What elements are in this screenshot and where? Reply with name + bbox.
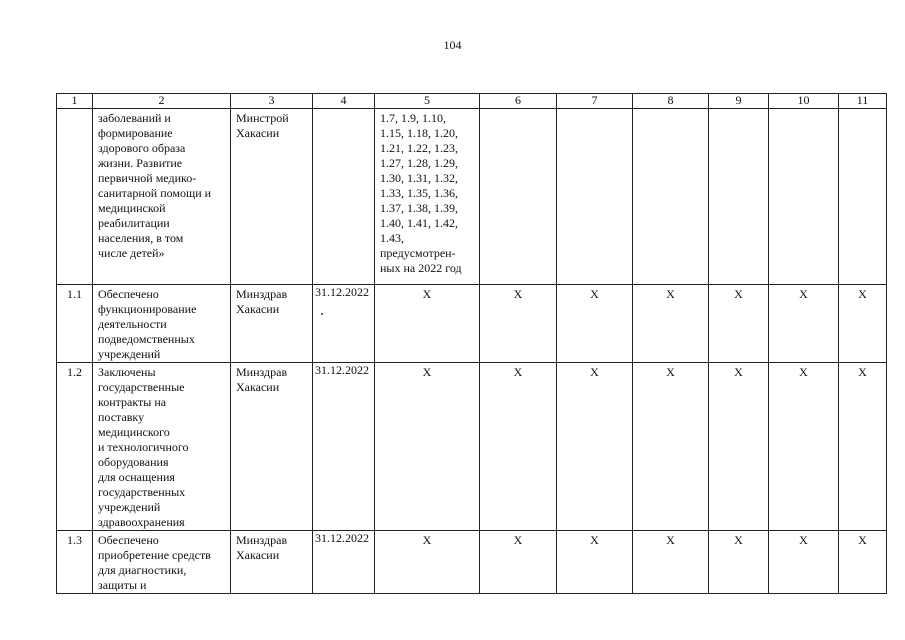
column-header: 11 [839,94,887,109]
column-header: 10 [769,94,839,109]
row-col11: X [839,363,887,531]
row-col7: X [557,363,633,531]
row-col5: X [375,363,480,531]
column-header: 6 [480,94,557,109]
column-header: 8 [633,94,709,109]
row-col6: X [480,363,557,531]
row-col8: X [633,363,709,531]
row-name: заболеваний и формирование здорового образа жизни. Развитие первичной медико- санитарной помощи и медицинской реабилитации населения, в том числе детей» [93,109,231,285]
column-header: 7 [557,94,633,109]
row-col8 [633,109,709,285]
row-col10: X [769,531,839,594]
row-col7: X [557,285,633,363]
plan-table [56,93,887,594]
column-header: 9 [709,94,769,109]
row-date: 31.12.2022 [313,363,375,531]
row-col8: X [633,531,709,594]
row-name: Обеспечено приобретение средств для диагностики, защиты и [93,531,231,594]
column-header: 4 [313,94,375,109]
column-header: 5 [375,94,480,109]
row-col5: X [375,285,480,363]
row-col6: X [480,531,557,594]
row-responsible: Минздрав Хакасии [231,285,313,363]
row-responsible: Минстрой Хакасии [231,109,313,285]
table-row [57,363,887,531]
row-responsible: Минздрав Хакасии [231,363,313,531]
table-row [57,109,887,285]
row-col6: X [480,285,557,363]
row-name: Заключены государственные контракты на поставку медицинского и технологичного оборудования для оснащения государственных учреждений здравоохранения [93,363,231,531]
column-header: 2 [93,94,231,109]
row-number: 1.2 [57,363,93,531]
table-row [57,531,887,594]
row-col11: X [839,285,887,363]
table-header-row [57,94,887,109]
row-col6 [480,109,557,285]
page-number: 104 [443,38,462,52]
row-col5: X [375,531,480,594]
column-header: 3 [231,94,313,109]
scan-artifact-dot [321,313,323,315]
row-col9: X [709,363,769,531]
row-col8: X [633,285,709,363]
row-col7: X [557,531,633,594]
row-col9 [709,109,769,285]
table-row [57,285,887,363]
row-col11 [839,109,887,285]
row-number: 1.3 [57,531,93,594]
row-number [57,109,93,285]
row-col10 [769,109,839,285]
row-date: 31.12.2022 [313,285,375,363]
row-col7 [557,109,633,285]
row-col11: X [839,531,887,594]
row-date [313,109,375,285]
row-col9: X [709,531,769,594]
row-name: Обеспечено функционирование деятельности подведомственных учреждений [93,285,231,363]
row-col9: X [709,285,769,363]
row-date: 31.12.2022 [313,531,375,594]
row-col10: X [769,285,839,363]
row-col10: X [769,363,839,531]
row-col5: 1.7, 1.9, 1.10, 1.15, 1.18, 1.20, 1.21, 1.22, 1.23, 1.27, 1.28, 1.29, 1.30, 1.31, 1.32, 1.33, 1.35, 1.36, 1.37, 1.38, 1.39, 1.40, 1.41, 1.42, 1.43, предусмотрен- ных на 2022 год [375,109,480,285]
row-number: 1.1 [57,285,93,363]
row-responsible: Минздрав Хакасии [231,531,313,594]
column-header: 1 [57,94,93,109]
